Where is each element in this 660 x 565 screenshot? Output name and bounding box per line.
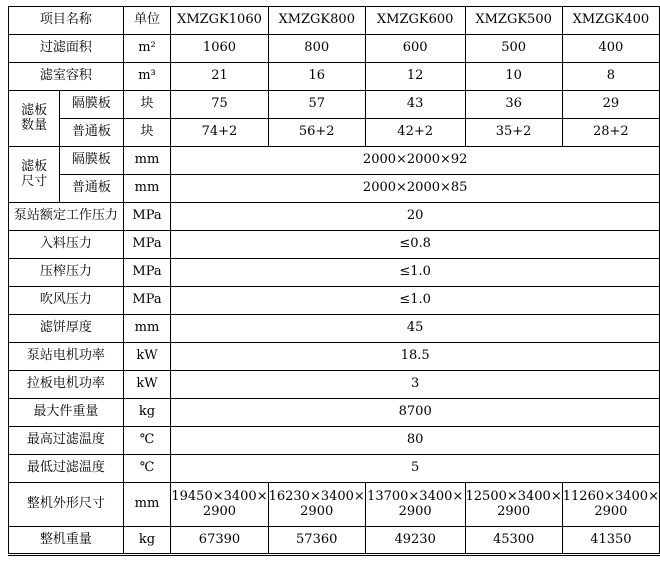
row-unit: ℃ (123, 427, 171, 455)
dimension-cell: 12500×3400× 2900 (465, 483, 562, 527)
table-row (9, 119, 660, 147)
row-value: 10 (465, 63, 562, 91)
table-row (9, 203, 660, 231)
row-unit: m² (123, 35, 171, 63)
row-value: 56+2 (268, 119, 365, 147)
row-unit: kW (123, 343, 171, 371)
table-row (9, 483, 660, 527)
row-unit: MPa (123, 203, 171, 231)
row-label: 吹风压力 (9, 287, 124, 315)
plate-size-group (9, 147, 60, 203)
row-label: 整机重量 (9, 527, 124, 555)
row-label: 过滤面积 (9, 35, 124, 63)
row-unit: mm (123, 483, 171, 527)
row-value: 400 (562, 35, 659, 63)
row-value-merged: ≤1.0 (171, 287, 660, 315)
row-unit: kW (123, 371, 171, 399)
row-value: 43 (365, 91, 465, 119)
header-item-name: 项目名称 (9, 7, 124, 35)
row-value-merged: 2000×2000×85 (171, 175, 660, 203)
table-row (9, 147, 660, 175)
row-unit: MPa (123, 259, 171, 287)
row-unit: MPa (123, 287, 171, 315)
header-model: XMZGK600 (365, 7, 465, 35)
row-label: 隔膜板 (60, 91, 124, 119)
row-label: 拉板电机功率 (9, 371, 124, 399)
row-value-merged: 5 (171, 455, 660, 483)
row-value: 500 (465, 35, 562, 63)
row-label: 最高过滤温度 (9, 427, 124, 455)
row-value: 45300 (465, 527, 562, 555)
row-value: 28+2 (562, 119, 659, 147)
table-row (9, 231, 660, 259)
row-value: 57360 (268, 527, 365, 555)
dimension-cell: 11260×3400× 2900 (562, 483, 659, 527)
table-row (9, 63, 660, 91)
row-value: 12 (365, 63, 465, 91)
row-label: 滤饼厚度 (9, 315, 124, 343)
row-value-merged: ≤0.8 (171, 231, 660, 259)
row-label: 泵站电机功率 (9, 343, 124, 371)
row-value: 35+2 (465, 119, 562, 147)
row-value-merged: 3 (171, 371, 660, 399)
dimension-cell: 19450×3400× 2900 (171, 483, 268, 527)
table-row (9, 343, 660, 371)
table-row (9, 371, 660, 399)
header-model: XMZGK500 (465, 7, 562, 35)
row-label: 泵站额定工作压力 (9, 203, 124, 231)
header-row (9, 7, 660, 35)
table-row (9, 91, 660, 119)
row-unit: 块 (123, 91, 171, 119)
row-label: 普通板 (60, 175, 124, 203)
row-value: 75 (171, 91, 268, 119)
table-row (9, 175, 660, 203)
row-value: 74+2 (171, 119, 268, 147)
table-row (9, 315, 660, 343)
row-label: 滤室容积 (9, 63, 124, 91)
row-value-merged: 20 (171, 203, 660, 231)
row-unit: kg (123, 399, 171, 427)
row-value: 67390 (171, 527, 268, 555)
row-value: 1060 (171, 35, 268, 63)
table-row (9, 259, 660, 287)
row-unit: mm (123, 175, 171, 203)
table-row (9, 427, 660, 455)
group-label: 滤板 (21, 158, 48, 174)
row-value-merged: 45 (171, 315, 660, 343)
header-model: XMZGK400 (562, 7, 659, 35)
row-value-merged: 18.5 (171, 343, 660, 371)
row-value: 16 (268, 63, 365, 91)
row-value: 21 (171, 63, 268, 91)
dimension-cell: 16230×3400× 2900 (268, 483, 365, 527)
row-value-merged: ≤1.0 (171, 259, 660, 287)
plate-count-group (9, 91, 60, 147)
row-value: 49230 (365, 527, 465, 555)
row-unit: MPa (123, 231, 171, 259)
table-row (9, 527, 660, 555)
row-label: 隔膜板 (60, 147, 124, 175)
dimension-cell: 13700×3400× 2900 (365, 483, 465, 527)
row-label: 普通板 (60, 119, 124, 147)
row-label: 压榨压力 (9, 259, 124, 287)
row-unit: mm (123, 315, 171, 343)
header-unit: 单位 (123, 7, 171, 35)
row-value: 8 (562, 63, 659, 91)
row-value: 800 (268, 35, 365, 63)
header-model: XMZGK800 (268, 7, 365, 35)
row-value: 57 (268, 91, 365, 119)
row-value: 36 (465, 91, 562, 119)
group-label: 尺寸 (21, 173, 48, 189)
row-label: 入料压力 (9, 231, 124, 259)
row-unit: m³ (123, 63, 171, 91)
row-value-merged: 8700 (171, 399, 660, 427)
row-value-merged: 2000×2000×92 (171, 147, 660, 175)
header-model: XMZGK1060 (171, 7, 268, 35)
row-unit: mm (123, 147, 171, 175)
table-row (9, 35, 660, 63)
table-row (9, 455, 660, 483)
table-row (9, 399, 660, 427)
row-value-merged: 80 (171, 427, 660, 455)
row-unit: kg (123, 527, 171, 555)
row-value: 600 (365, 35, 465, 63)
table-row (9, 287, 660, 315)
row-value: 42+2 (365, 119, 465, 147)
row-value: 29 (562, 91, 659, 119)
group-label: 数量 (21, 117, 48, 133)
row-label: 最低过滤温度 (9, 455, 124, 483)
spec-table (8, 6, 660, 556)
row-unit: 块 (123, 119, 171, 147)
row-value: 41350 (562, 527, 659, 555)
group-label: 滤板 (21, 102, 48, 118)
row-label: 最大件重量 (9, 399, 124, 427)
row-label: 整机外形尺寸 (9, 483, 124, 527)
row-unit: ℃ (123, 455, 171, 483)
